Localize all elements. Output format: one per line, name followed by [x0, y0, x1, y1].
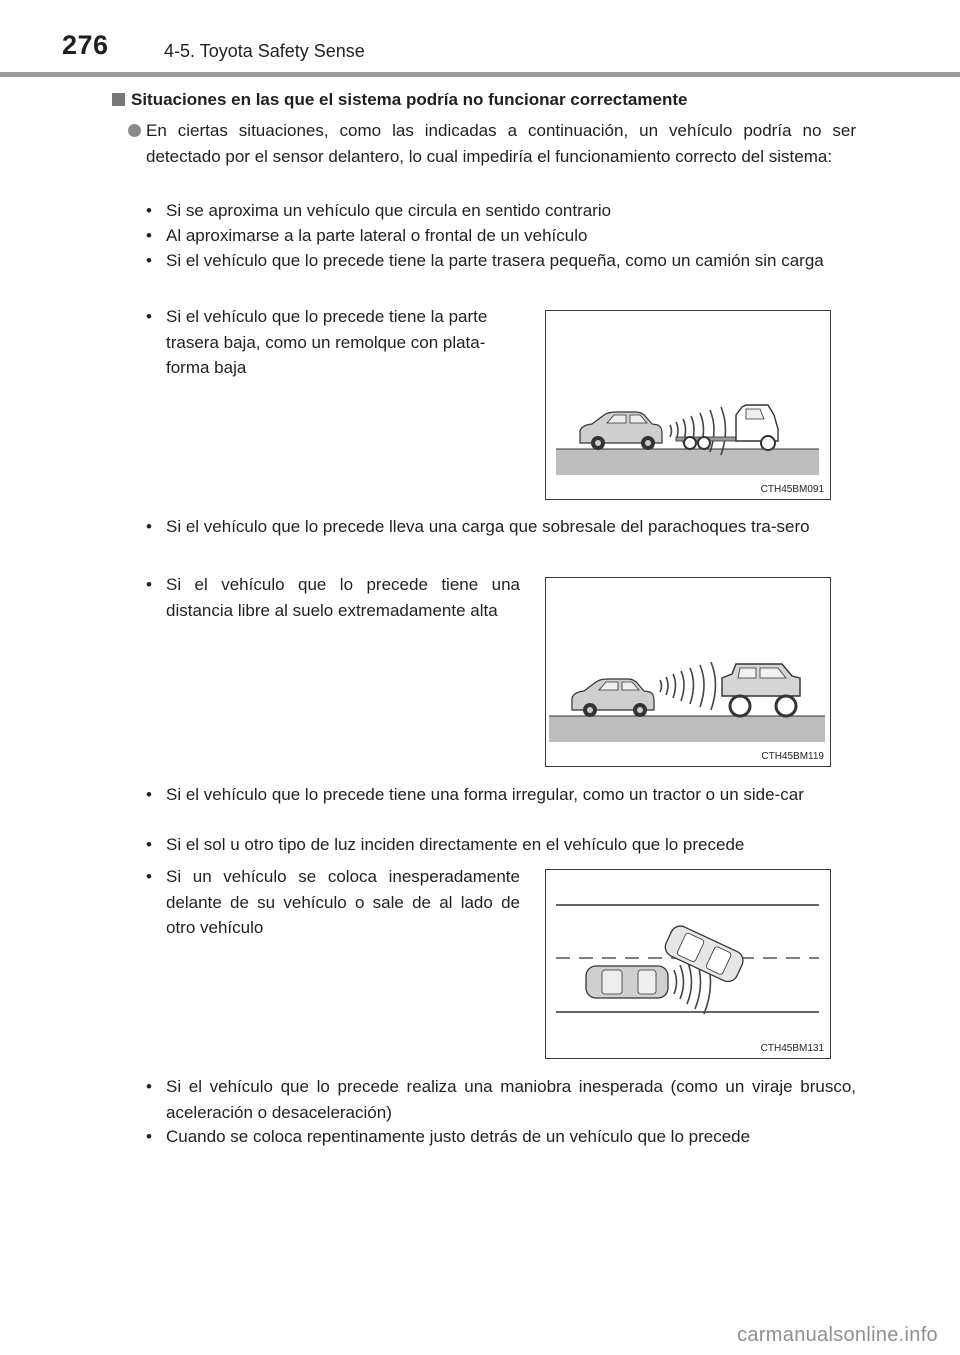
- figure-trailer: [545, 310, 831, 500]
- section-heading: [112, 90, 687, 110]
- bullet-char: •: [146, 1077, 152, 1096]
- list-item: [146, 514, 856, 540]
- page-number: 276: [62, 30, 109, 60]
- list-item: [146, 304, 520, 381]
- section-title: 4-5. Toyota Safety Sense: [164, 41, 365, 61]
- list-item: [146, 864, 520, 941]
- bullet-char: •: [146, 251, 152, 270]
- list-item: [146, 248, 856, 274]
- bullet-char: •: [146, 517, 152, 536]
- list-item-text: Si un vehículo se coloca inesperadamente delante de su vehículo o sale de al lado de otro vehículo: [166, 867, 520, 937]
- figure-cut-in: [545, 869, 831, 1059]
- illustration-car-and-high-suv: [546, 578, 829, 765]
- figure-high-clearance: [545, 577, 831, 767]
- bullet-char: •: [146, 575, 152, 594]
- list-item-text: Si se aproxima un vehículo que circula en sentido contrario: [166, 201, 612, 220]
- list-item-text: Si el sol u otro tipo de luz inciden directamente en el vehículo que lo precede: [166, 835, 745, 854]
- list-item-text: Si el vehículo que lo precede lleva una carga que sobresale del parachoques tra-sero: [166, 517, 810, 536]
- list-item: [146, 782, 856, 808]
- figure-caption: CTH45BM119: [761, 751, 824, 762]
- list-item-text: Si el vehículo que lo precede tiene una forma irregular, como un tractor o un side-car: [166, 785, 804, 804]
- heading-text: Situaciones en las que el sistema podría no funcionar correctamente: [131, 90, 688, 109]
- list-item-text: Si el vehículo que lo precede tiene la parte trasera pequeña, como un camión sin carga: [166, 251, 824, 270]
- list-item: [146, 198, 856, 224]
- illustration-vehicle-cut-in-top-view: [546, 870, 829, 1057]
- page-header: [0, 0, 960, 78]
- list-item-text: Cuando se coloca repentinamente justo detrás de un vehículo que lo precede: [166, 1127, 751, 1146]
- bullet-char: •: [146, 226, 152, 245]
- bullet-char: •: [146, 835, 152, 854]
- bullet-char: •: [146, 785, 152, 804]
- list-item: [146, 572, 520, 623]
- list-item-text: Al aproximarse a la parte lateral o frontal de un vehículo: [166, 226, 588, 245]
- header-rule: [0, 72, 960, 77]
- list-item-text: Si el vehículo que lo precede realiza una maniobra inesperada (como un viraje brusco, aceleración o desaceleración): [166, 1077, 856, 1122]
- circle-bullet-icon: [128, 124, 141, 137]
- list-item: [146, 832, 856, 858]
- list-item-text: Si el vehículo que lo precede tiene una distancia libre al suelo extremadamente alta: [166, 575, 520, 620]
- intro-paragraph: En ciertas situaciones, como las indicadas a continuación, un vehículo podría no ser detectado por el sensor delantero, lo cual impediría el funcionamiento correcto del sistema:: [146, 121, 856, 166]
- list-item-text: Si el vehículo que lo precede tiene la parte trasera baja, como un remolque con plata-forma baja: [166, 307, 488, 377]
- figure-caption: CTH45BM131: [760, 1043, 824, 1054]
- bullet-char: •: [146, 1127, 152, 1146]
- list-item: [146, 1124, 856, 1150]
- watermark: carmanualsonline.info: [737, 1324, 938, 1346]
- list-item: [146, 223, 856, 249]
- square-bullet-icon: [112, 93, 125, 106]
- illustration-car-and-lowbed-trailer: [546, 311, 829, 498]
- figure-caption: CTH45BM091: [760, 484, 824, 495]
- bullet-char: •: [146, 201, 152, 220]
- bullet-char: •: [146, 307, 152, 326]
- list-item: [146, 1074, 856, 1125]
- bullet-char: •: [146, 867, 152, 886]
